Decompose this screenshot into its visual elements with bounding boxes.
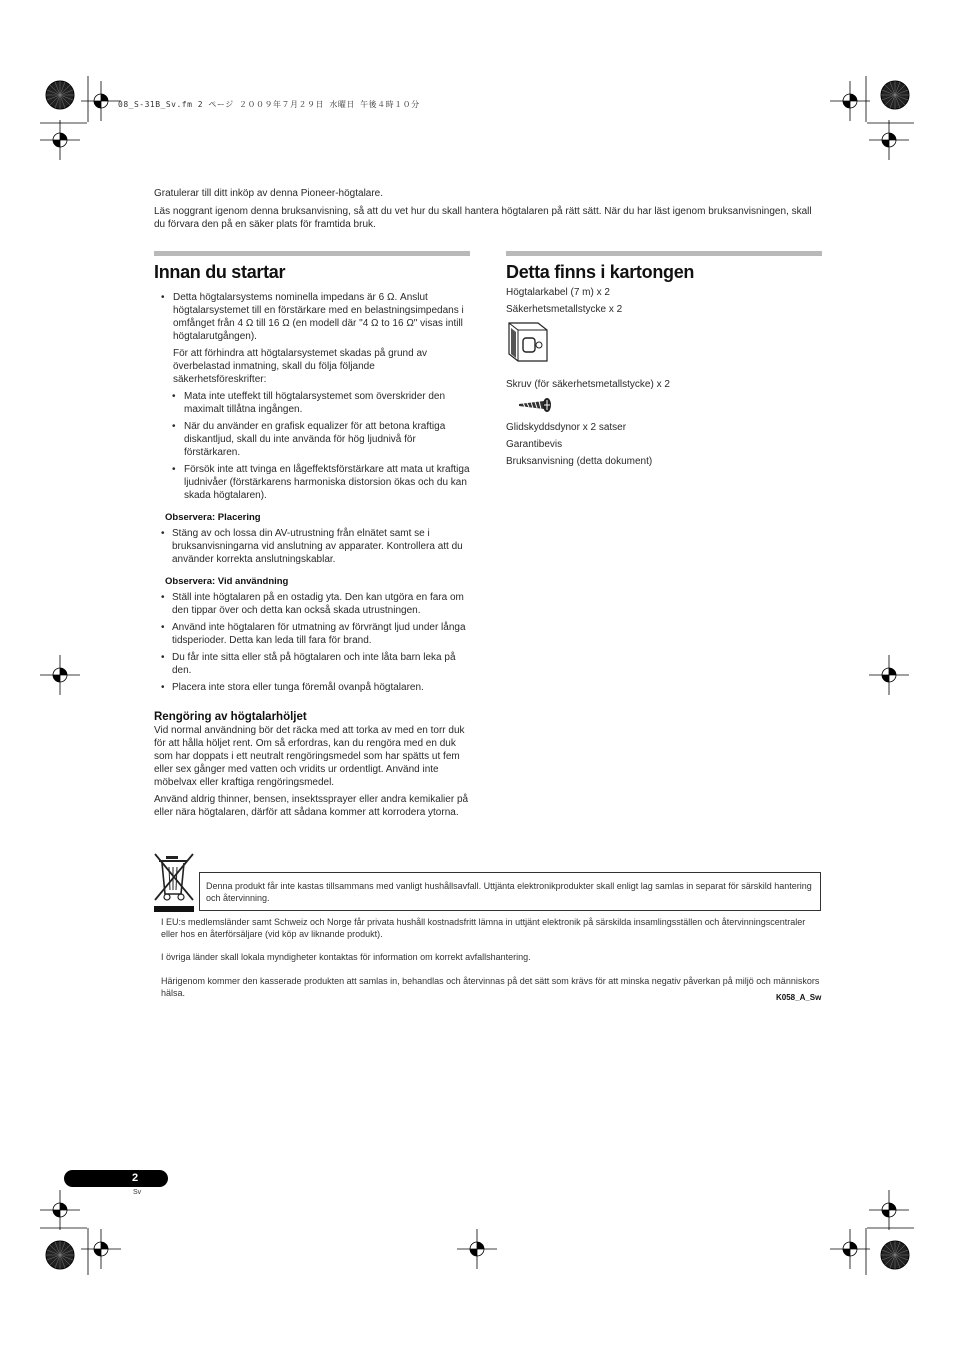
note-placement-title: Observera: Placering	[165, 512, 261, 523]
weee-box-text: Denna produkt får inte kastas tillsammans med vanligt hushållsavfall. Uttjänta elektronikprodukter skall enligt lag samlas in separat för särskild hantering och återvinning.	[206, 881, 812, 903]
impedance-bullet: • Detta högtalarsystems nominella impedans är 6 Ω. Anslut högtalarsystemet till en förstärkare med en belastningsimpedans i omfånget från 4 Ω till 16 Ω (en modell där "4 Ω to 16 Ω" visas intill högtalarutgången).	[154, 291, 470, 343]
safety-intro: För att förhindra att högtalarsystemet skadas på grund av överbelastad inmatning, skall du följa följande säkerhetsföreskrifter:	[173, 348, 428, 385]
intro-text-2: Läs noggrant igenom denna bruksanvisning, så att du vet hur du skall hantera högtalaren på rätt sätt. När du har läst igenom bruksanvisningen, skall du förvara den på en säker plats för framtida bruk.	[154, 206, 812, 230]
file-header-line: 08_S-31B_Sv.fm 2 ページ ２００９年７月２９日 水曜日 午後４時１０分	[118, 100, 420, 109]
weee-para-1: I EU:s medlemsländer samt Schweiz och Norge får privata hushåll kostnadsfritt lämna in uttjänt elektronik på särskilda insamlingsställen och återvinningscentraler eller hos en återförsäljare (vid köp av liknande produkt).	[161, 917, 806, 939]
item-non-slip-pads: Glidskyddsdynor x 2 satser	[506, 422, 627, 433]
section-title-before-start: Innan du startar	[154, 262, 286, 282]
crossed-bin-icon	[153, 852, 197, 914]
usage-list	[154, 591, 470, 694]
cleaning-para-2: Använd aldrig thinner, bensen, insektssprayer eller andra kemikalier på eller nära högtalaren, därför att sådana kommer att korrodera ytorna.	[154, 794, 469, 818]
weee-para-2: I övriga länder skall lokala myndigheter kontaktas för information om korrekt avfallshantering.	[161, 952, 531, 962]
box-contents-section	[506, 251, 822, 472]
section-rule	[154, 251, 470, 256]
section-rule	[506, 251, 822, 256]
list-item: • Ställ inte högtalaren på en ostadig yta. Den kan utgöra en fara om den tippar över och detta kan också skada utrustningen.	[154, 591, 470, 617]
page-language: Sv	[133, 1189, 142, 1196]
bracket-icon	[506, 320, 550, 364]
page-number: 2	[132, 1172, 139, 1184]
list-item: • Mata inte uteffekt till högtalarsystemet som överskrider den maximalt tillåtna ingången.	[154, 390, 470, 416]
page-number-tab	[64, 1170, 168, 1187]
cleaning-para-1: Vid normal användning bör det räcka med att torka av med en torr duk för att hålla höljet rent. Om så erfordras, kan du rengöra med en duk som har doppats i ett neutralt rengöringsmedel som har spätts ut fem eller sex gånger med vatten och vridits ur ordentligt. Använd inte möbelvax eller kraftiga rengöringsmedel.	[154, 725, 465, 788]
item-manual: Bruksanvisning (detta dokument)	[506, 456, 653, 467]
weee-para-3: Härigenom kommer den kasserade produkten att samlas in, behandlas och återvinnas på det sätt som krävs för att minska negativ påverkan på miljö och människors hälsa.	[161, 976, 820, 998]
impedance-list	[154, 291, 470, 343]
list-item: • Använd inte högtalaren för utmatning av förvrängt ljud under långa tidsperioder. Detta kan leda till fara för brand.	[154, 621, 470, 647]
safety-list	[154, 390, 470, 502]
screw-icon	[516, 395, 556, 415]
cleaning-title: Rengöring av högtalarhöljet	[154, 711, 307, 723]
list-item: • Stäng av och lossa din AV-utrustning från elnätet samt se i bruksanvisningarna vid anslutning av apparater. Kontrollera att du använder korrekta anslutningskablar.	[154, 527, 470, 566]
list-item: • När du använder en grafisk equalizer för att betona kraftiga diskantljud, skall du inte använda för hög ljudnivå för förstärkaren.	[154, 420, 470, 459]
weee-notice-box	[199, 872, 821, 911]
list-item: • Du får inte sitta eller stå på högtalaren och inte låta barn leka på den.	[154, 651, 470, 677]
item-warranty: Garantibevis	[506, 439, 563, 450]
item-screw: Skruv (för säkerhetsmetallstycke) x 2	[506, 379, 670, 390]
placement-list	[154, 527, 470, 566]
before-start-section	[154, 251, 470, 823]
list-item: • Försök inte att tvinga en lågeffektsförstärkare att mata ut kraftiga ljudnivåer (förstärkarens harmoniska distorsion ökas och du kan skada högtalaren).	[154, 463, 470, 502]
item-safety-bracket: Säkerhetsmetallstycke x 2	[506, 304, 623, 315]
note-usage-title: Observera: Vid användning	[165, 576, 289, 587]
intro-text-1: Gratulerar till ditt inköp av denna Pioneer-högtalare.	[154, 188, 384, 199]
list-item: • Placera inte stora eller tunga föremål ovanpå högtalaren.	[154, 681, 470, 694]
item-speaker-cable: Högtalarkabel (7 m) x 2	[506, 287, 610, 298]
section-title-box-contents: Detta finns i kartongen	[506, 262, 695, 282]
document-code: K058_A_Sw	[776, 993, 822, 1002]
